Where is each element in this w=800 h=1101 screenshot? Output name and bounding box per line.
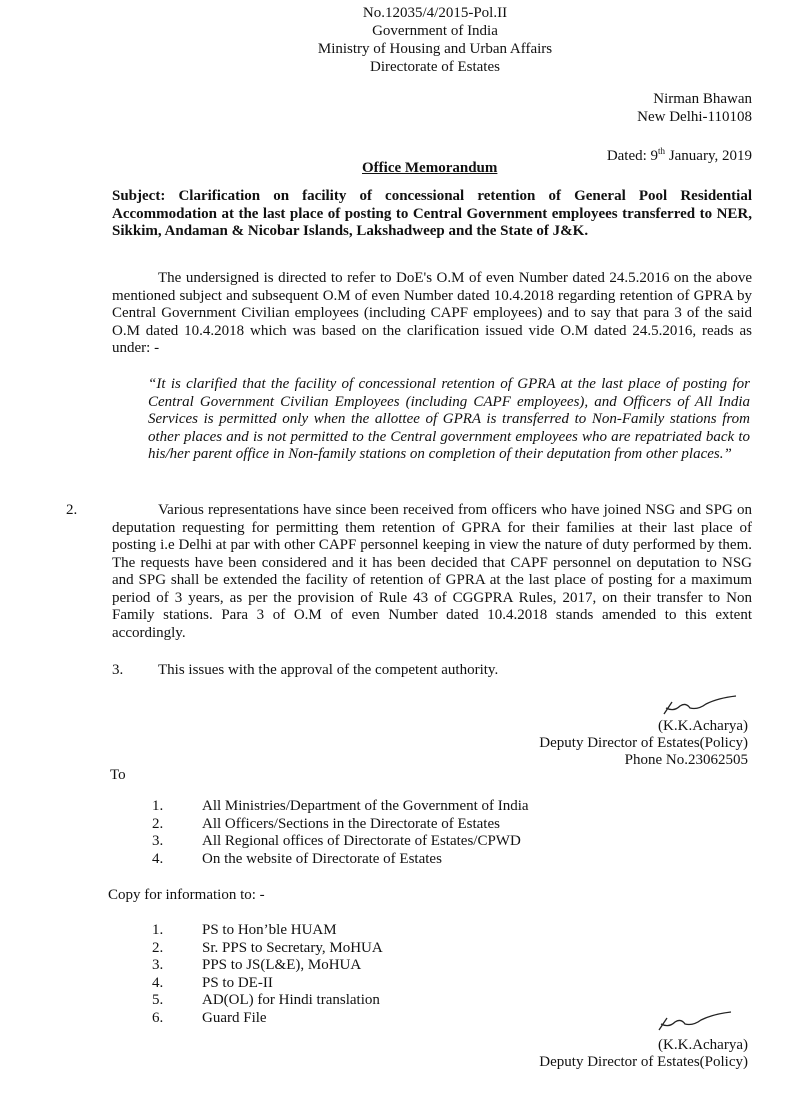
date-rest: January, 2019 xyxy=(665,148,752,164)
date-label: Dated: 9 xyxy=(606,148,659,164)
file-number: No.12035/4/2015-Pol.II xyxy=(362,5,508,21)
signatory-1-name: (K.K.Acharya) xyxy=(658,718,748,734)
list-item: 1. All Ministries/Department of the Government of India xyxy=(152,798,529,814)
signature-1-icon xyxy=(660,690,740,720)
paragraph-3-text: This issues with the approval of the competent authority. xyxy=(158,662,499,678)
government-name: Government of India xyxy=(372,23,498,39)
quoted-clarification: “It is clarified that the facility of concessional retention of GPRA at the last place of posting for Central Government Civilian Employees (including CAPF employees), and Officers of All India Services is permitted only when the allottee of GPRA is transferred to Non-Family stations from other places and is not permitted to the Central government employees who are repatriated back to his/her parent office in Non-family stations on completion of their deputation from other places.” xyxy=(148,376,750,462)
memo-title: Office Memorandum xyxy=(362,160,498,176)
address-city: New Delhi-110108 xyxy=(637,109,752,125)
subject-line: Subject: Clarification on facility of concessional retention of General Pool Residential Accommodation at the last place of posting to Central Government employees transferred to NER, Sikkim, Andaman & Nicobar Islands, Lakshadweep and the State of J&K. xyxy=(112,188,752,239)
letterhead xyxy=(300,4,570,76)
list-item: 4. On the website of Directorate of Estates xyxy=(152,850,442,867)
list-item: 1. PS to Hon’ble HUAM xyxy=(152,922,337,938)
directorate-name: Directorate of Estates xyxy=(370,59,500,75)
paragraph-1: The undersigned is directed to refer to DoE's O.M of even Number dated 24.5.2016 on the above mentioned subject and subsequent O.M of even Number dated 10.4.2018 regarding retention of GPRA by Central Government Civilian employees (including CAPF employees) and to say that para 3 of the said O.M dated 10.4.2018 which was based on the clarification issued vide O.M dated 24.5.2016, reads as under: - xyxy=(112,270,752,356)
paragraph-2-text: Various representations have since been received from officers who have joined NSG and SPG on deputation requesting for permitting them retention of GPRA for their families at their last place of posting i.e Delhi at par with other CAPF personnel keeping in view the nature of duty performed by them. The requests have been considered and it has been decided that CAPF personnel on deputation to NSG and SPG shall be extended the facility of retention of GPRA at the last place of posting for a maximum period of 3 years, as per the provision of Rule 43 of CGGPRA Rules, 2017, on their transfer to Non Family stations. Para 3 of O.M of even Number dated 10.4.2018 stands amended to this extent accordingly. xyxy=(112,502,752,641)
list-item: 2. All Officers/Sections in the Directorate of Estates xyxy=(152,815,500,832)
signatory-1-designation: Deputy Director of Estates(Policy) xyxy=(539,735,748,751)
paragraph-3-number: 3. xyxy=(112,662,124,678)
copy-label: Copy for information to: - xyxy=(108,887,265,903)
address-building: Nirman Bhawan xyxy=(653,91,752,107)
list-item: 3. All Regional offices of Directorate of Estates/CPWD xyxy=(152,833,521,849)
paragraph-2 xyxy=(66,502,752,642)
list-item: 5. AD(OL) for Hindi translation xyxy=(152,992,380,1008)
ministry-name: Ministry of Housing and Urban Affairs xyxy=(317,41,553,57)
list-item: 4. PS to DE-II xyxy=(152,974,273,991)
copy-recipients-list xyxy=(152,922,383,1027)
signature-2-icon xyxy=(655,1008,735,1036)
to-label: To xyxy=(110,767,126,783)
list-item: 6. Guard File xyxy=(152,1009,267,1026)
office-address xyxy=(637,90,752,126)
signatory-2-name: (K.K.Acharya) xyxy=(658,1037,748,1053)
list-item: 3. PPS to JS(L&E), MoHUA xyxy=(152,957,362,973)
signatory-block-2 xyxy=(539,1037,748,1071)
list-item: 2. Sr. PPS to Secretary, MoHUA xyxy=(152,939,383,956)
signatory-2-designation: Deputy Director of Estates(Policy) xyxy=(539,1054,748,1070)
signatory-block-1 xyxy=(539,718,748,769)
paragraph-3 xyxy=(112,662,498,679)
recipients-list xyxy=(152,798,529,868)
signatory-1-phone: Phone No.23062505 xyxy=(624,752,748,768)
paragraph-2-number: 2. xyxy=(66,502,78,518)
date-suffix: th xyxy=(658,146,666,156)
memo-date xyxy=(607,146,752,165)
